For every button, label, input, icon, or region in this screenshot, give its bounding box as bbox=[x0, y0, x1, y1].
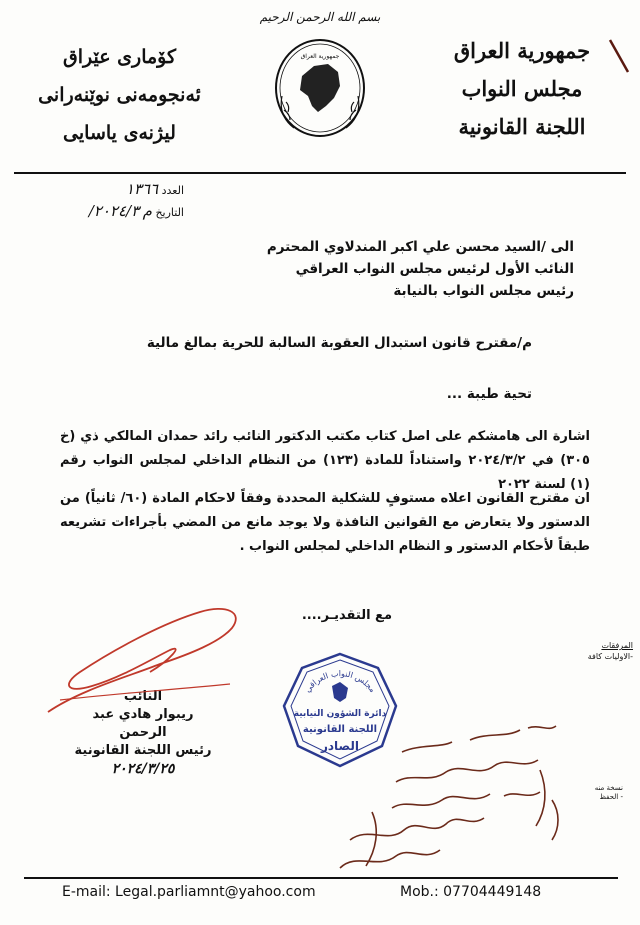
addressee-block bbox=[74, 236, 574, 302]
greeting: تحية طيبة ... bbox=[446, 386, 532, 402]
reference-block bbox=[34, 178, 184, 222]
attachments-item: -الاوليات كافة bbox=[587, 652, 633, 661]
signer-name: ريبوار هادي عبد الرحمن bbox=[92, 707, 194, 740]
addressee-line: رئيس مجلس النواب بالنيابة bbox=[393, 283, 574, 299]
addressee-line: النائب الأول لرئيس مجلس النواب العراقي bbox=[295, 261, 574, 277]
reference-number-value: ١٣٦٦ bbox=[125, 180, 159, 198]
kurdish-line-committee: لیژنەی یاسایی bbox=[63, 122, 176, 144]
copy-to-line: - الحفظ bbox=[599, 793, 623, 801]
attachments-block bbox=[548, 640, 633, 662]
footer-email: E-mail: Legal.parliamnt@yahoo.com bbox=[62, 884, 316, 900]
kurdish-line-republic: كۆمارى عێراق bbox=[62, 46, 177, 68]
closing-regards: مع التقديـر.... bbox=[301, 608, 392, 623]
stamp-line1: دائرة الشؤون النيابية bbox=[293, 709, 387, 719]
signature-block bbox=[68, 688, 218, 778]
stamp-emblem-icon bbox=[332, 682, 348, 702]
kurdish-line-parliament: ئەنجومەنی نوێنەرانی bbox=[38, 84, 201, 106]
kurdish-letterhead bbox=[22, 38, 217, 152]
committee-stamp bbox=[282, 652, 398, 768]
emblem-caption: جمهورية العراق bbox=[300, 53, 340, 60]
stamp-line2: اللجنة القانونية bbox=[302, 724, 378, 735]
subject-line: م/مقترح قانون استبدال العقوبة السالبة للحرية بمالغ مالية bbox=[146, 335, 532, 351]
parliament-emblem-icon bbox=[268, 36, 372, 154]
signer-title: النائب bbox=[123, 689, 163, 704]
reference-date-row bbox=[34, 200, 184, 222]
reference-number-row bbox=[34, 178, 184, 200]
footer-mobile: Mob.: 07704449148 bbox=[400, 884, 542, 900]
reference-date-label: التاريخ bbox=[155, 206, 184, 219]
basmala: بسم الله الرحمن الرحيم bbox=[259, 10, 381, 24]
attachments-label: المرفقات bbox=[601, 641, 633, 650]
reference-number-label: العدد bbox=[161, 184, 184, 197]
reference-prefix: م bbox=[142, 202, 152, 220]
body-paragraph: اشارة الى هامشكم على اصل كتاب مكتب الدكتور النائب رائد حمدان المالكي ذي (خ ٣٠٥) في ٢٠٢٤/٣/٢ واستناداً للمادة (١٢٣) من النظام الداخلي لمجلس النواب رقم (١) لسنة ٢٠٢٢ bbox=[60, 429, 590, 492]
stamp-arc-text: مجلس النواب العراقي bbox=[302, 669, 378, 695]
copy-to-line: نسخة منه bbox=[594, 784, 623, 792]
footer-divider bbox=[24, 877, 618, 879]
signer-position: رئيس اللجنة القانونية bbox=[74, 743, 212, 758]
reference-date-value: ٢٠٢٤/٣/ bbox=[88, 202, 140, 220]
copy-to-block bbox=[573, 784, 623, 802]
letterhead-line-committee: اللجنة القانونية bbox=[458, 114, 586, 139]
signature-date: ٢٠٢٤/٣/٢٥ bbox=[111, 761, 175, 777]
header-divider bbox=[14, 172, 626, 174]
arabic-letterhead bbox=[422, 32, 622, 146]
letterhead-line-parliament: مجلس النواب bbox=[461, 76, 583, 101]
stamp-line3: الصادر bbox=[320, 739, 360, 753]
addressee-line: الى /السيد محسن علي اكبر المندلاوي المحترم bbox=[266, 239, 574, 255]
letterhead-line-republic: جمهورية العراق bbox=[453, 38, 591, 63]
body-paragraph: ان مقترح القانون اعلاه مستوفٍ للشكلية المحددة وفقاً لاحكام المادة (٦٠/ ثانياً) من الدستور ولا يتعارض مع القوانين النافذة ولا يوجد مانع من المضي بأجراءات تشريعه طبقاً لأحكام الدستور و النظام الداخلي لمجلس النواب . bbox=[60, 491, 590, 554]
